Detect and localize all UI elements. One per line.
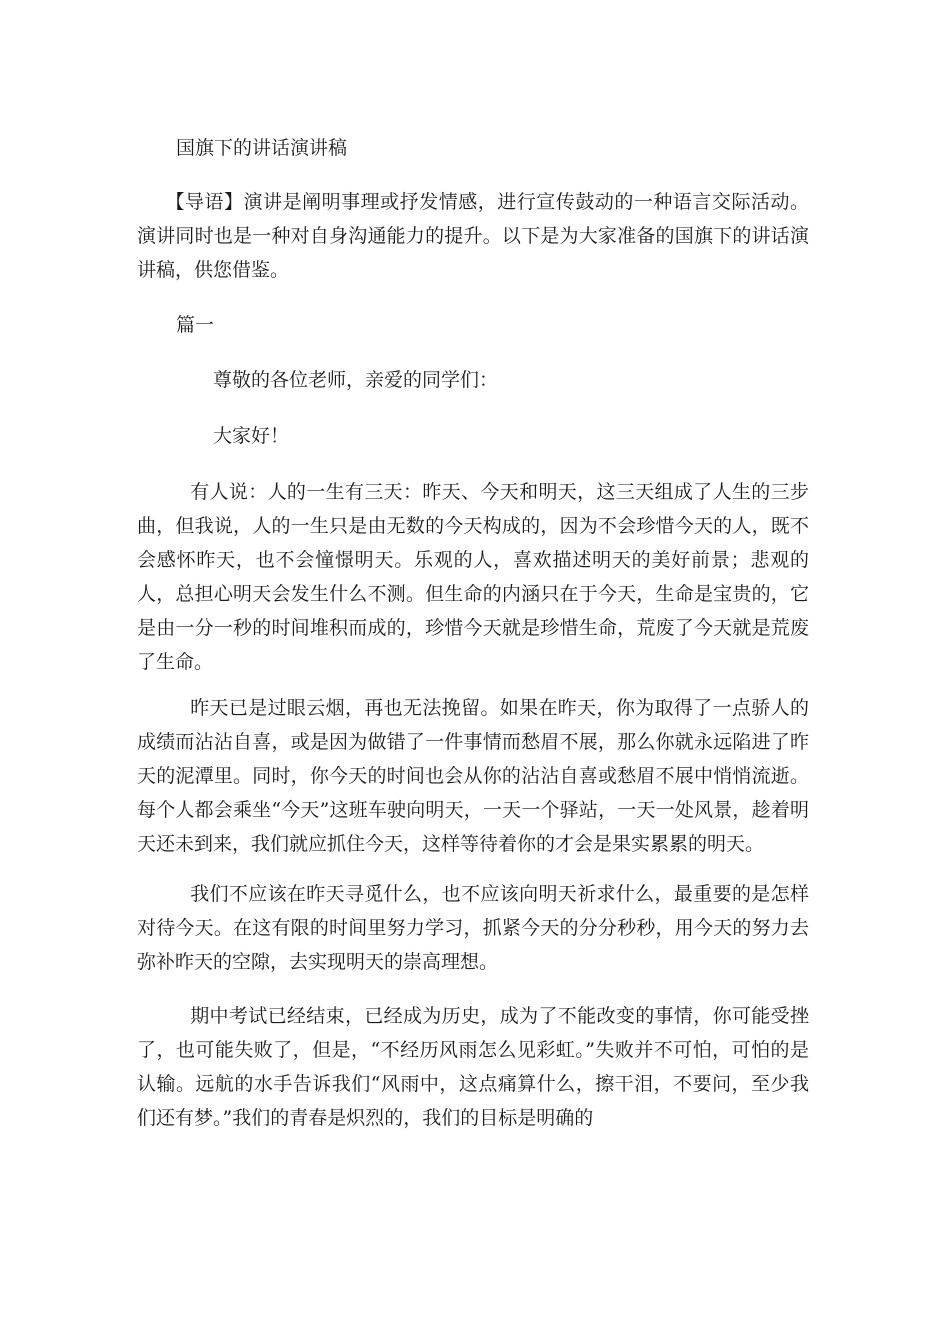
greeting: 大家好！	[213, 425, 290, 447]
body-paragraph: 有人说：人的一生有三天：昨天、今天和明天，这三天组成了人生的三步曲，但我说，人的一生只是由无数的今天构成的，因为不会珍惜今天的人，既不会感怀昨天，也不会憧憬明天。乐观的人，喜欢描述明天的美好前景；悲观的人，总担心明天会发生什么不测。但生命的内涵只在于今天，生命是宝贵的，它是由一分一秒的时间堆积而成的，珍惜今天就是珍惜生命，荒废了今天就是荒废了生命。	[137, 481, 809, 673]
intro-paragraph: 【导语】演讲是阐明事理或抒发情感，进行宣传鼓动的一种语言交际活动。演讲同时也是一种对自身沟通能力的提升。以下是为大家准备的国旗下的讲话演讲稿，供您借鉴。	[137, 191, 809, 281]
body-paragraph: 昨天已是过眼云烟，再也无法挽留。如果在昨天，你为取得了一点骄人的成绩而沾沾自喜，或是因为做错了一件事情而愁眉不展，那么你就永远陷进了昨天的泥潭里。同时，你今天的时间也会从你的沾沾自喜或愁眉不展中悄悄流逝。每个人都会乘坐“今天”这班车驶向明天，一天一个驿站，一天一处风景，趁着明天还未到来，我们就应抓住今天，这样等待着你的才会是果实累累的明天。	[137, 697, 809, 855]
body-paragraph: 期中考试已经结束，已经成为历史，成为了不能改变的事情，你可能受挫了，也可能失败了，但是，“不经历风雨怎么见彩虹。”失败并不可怕，可怕的是认输。远航的水手告诉我们“风雨中，这点痛算什么，擦干泪，不要问，至少我们还有梦。”我们的青春是炽烈的，我们的目标是明确的	[137, 1005, 809, 1129]
salutation: 尊敬的各位老师，亲爱的同学们：	[213, 369, 499, 391]
body-paragraph: 我们不应该在昨天寻觅什么，也不应该向明天祈求什么，最重要的是怎样对待今天。在这有限的时间里努力学习，抓紧今天的分分秒秒，用今天的努力去弥补昨天的空隙，去实现明天的崇高理想。	[137, 883, 809, 973]
section-label: 篇一	[176, 314, 215, 336]
document-title: 国旗下的讲话演讲稿	[176, 137, 348, 159]
